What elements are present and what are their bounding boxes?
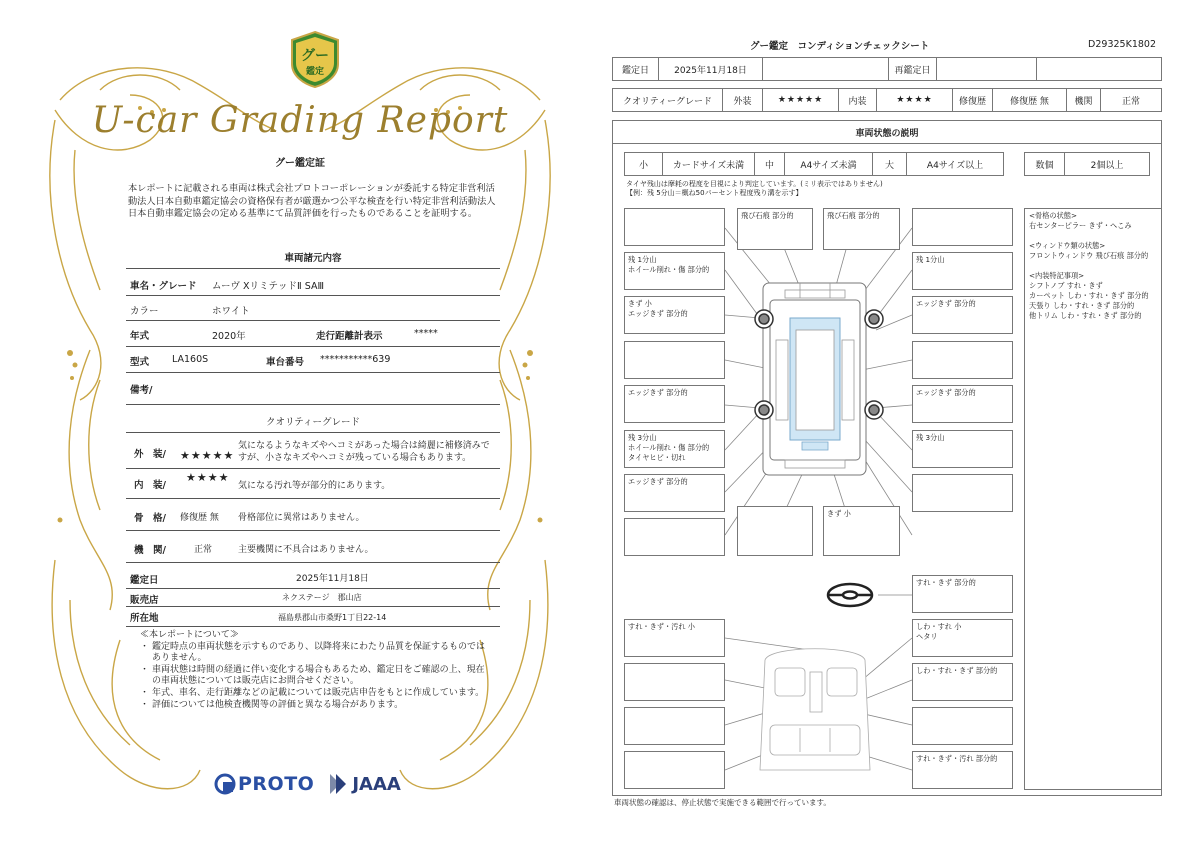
tag-left-7 bbox=[624, 518, 725, 556]
window-heading: <ウィンドウ類の状態> bbox=[1029, 241, 1106, 250]
model-value: LA160S bbox=[172, 354, 209, 365]
jaaa-mark-icon bbox=[328, 772, 348, 796]
tag-left-3 bbox=[624, 341, 725, 379]
interior-stars: ★★★★ bbox=[186, 471, 230, 484]
tag-int-left-2 bbox=[624, 663, 725, 701]
color-value: ホワイト bbox=[212, 306, 250, 317]
engine-desc: 主要機関に不具合はありません。 bbox=[238, 545, 374, 555]
exterior-label: 外 装/ bbox=[134, 449, 166, 460]
exterior-stars: ★★★★★ bbox=[180, 449, 235, 462]
tag-right-6 bbox=[912, 474, 1013, 512]
note-item: ・ 評価については他検査機関等の評価と異なる場合があります。 bbox=[140, 700, 490, 712]
shop-label: 販売店 bbox=[130, 595, 159, 606]
jaaa-logo: JAAA bbox=[328, 772, 401, 796]
tag-steering: すれ・きず 部分的 bbox=[912, 575, 1013, 613]
color-label: カラー bbox=[130, 306, 159, 317]
certificate-heading: グー鑑定証 bbox=[275, 158, 325, 169]
notes-title: ≪本レポートについて≫ bbox=[140, 630, 239, 640]
year-label: 年式 bbox=[130, 331, 150, 342]
note-item: ・ 鑑定時点の車両状態を示すものであり、以降将来にわたり品質を保証するものではありません。 bbox=[140, 642, 490, 665]
tag-int-right-4: すれ・きず・汚れ 部分的 bbox=[912, 751, 1013, 789]
sheet-date-label: 鑑定日 bbox=[613, 58, 659, 80]
svg-text:グー: グー bbox=[301, 48, 329, 64]
tag-left-5: 残 3分山 ホイール削れ・傷 部分的 タイヤヒビ・切れ bbox=[624, 430, 725, 468]
sponsor-logos bbox=[214, 772, 401, 796]
chassis-value: ***********639 bbox=[320, 354, 391, 365]
tire-example: 【例：残 5分山＝概ね50パーセント程度残り溝を示す】 bbox=[626, 189, 803, 197]
interior-desc: 気になる汚れ等が部分的にあります。 bbox=[238, 481, 391, 491]
tag-right-5: 残 3分山 bbox=[912, 430, 1013, 468]
tag-int-right-3 bbox=[912, 707, 1013, 745]
shop-value: ネクステージ 郡山店 bbox=[282, 593, 362, 602]
redate-label: 再鑑定日 bbox=[889, 58, 937, 80]
condition-check-sheet bbox=[600, 0, 1200, 848]
note-item: ・ 年式、車名、走行距離などの記載については販売店申告をもとに作成しています。 bbox=[140, 688, 490, 700]
grade-ext-stars: ★★★★★ bbox=[763, 89, 839, 111]
interior-label: 内 装/ bbox=[134, 480, 166, 491]
report-notes bbox=[140, 630, 490, 711]
grade-ext-label: 外装 bbox=[723, 89, 763, 111]
grade-engine-label: 機関 bbox=[1067, 89, 1101, 111]
exterior-desc: 気になるようなキズやヘコミがあった場合は綺麗に補修済みですが、小さなキズやヘコミが残っている場合もあります。 bbox=[238, 441, 490, 463]
proto-logo: PROTO bbox=[214, 773, 314, 795]
proto-mark-icon bbox=[214, 773, 236, 795]
window-text: フロントウィンドウ 飛び石痕 部分的 bbox=[1029, 251, 1149, 260]
vehicle-name-value: ムーヴ XリミテッドⅡ SAⅢ bbox=[212, 281, 325, 292]
sheet-title: グー鑑定 コンディションチェックシート bbox=[750, 41, 930, 52]
frame-value: 修復歴 無 bbox=[180, 513, 219, 523]
tag-int-left-1: すれ・きず・汚れ 小 bbox=[624, 619, 725, 657]
tag-rear-mid-right: きず 小 bbox=[823, 506, 900, 556]
remarks-label: 備考/ bbox=[130, 385, 153, 396]
engine-value: 正常 bbox=[194, 545, 213, 555]
tag-int-left-3 bbox=[624, 707, 725, 745]
engine-label: 機 関/ bbox=[134, 545, 166, 556]
frame-desc: 骨格部位に異常はありません。 bbox=[238, 513, 365, 523]
tag-right-4: エッジきず 部分的 bbox=[912, 385, 1013, 423]
size-mid: 中 bbox=[755, 153, 785, 175]
interior-text: シフトノブ すれ・きず カーペット しわ・すれ・きず 部分的 天張り しわ・すれ・きず 部分的 他トリム しわ・すれ・きず 部分的 bbox=[1029, 281, 1149, 320]
grade-label: クオリティーグレード bbox=[613, 89, 723, 111]
size-small: 小 bbox=[625, 153, 663, 175]
count-desc: 2個以上 bbox=[1090, 160, 1124, 171]
quality-section-heading: クオリティーグレード bbox=[265, 417, 361, 428]
tire-note: タイヤ残山は摩耗の程度を目視により判定しています。(ミリ表示ではありません) bbox=[626, 180, 883, 188]
tag-left-4: エッジきず 部分的 bbox=[624, 385, 725, 423]
frame-heading: <骨格の状態> bbox=[1029, 211, 1077, 220]
address-label: 所在地 bbox=[130, 613, 159, 624]
size-large-desc: A4サイズ以上 bbox=[926, 160, 984, 171]
note-item: ・ 車両状態は時間の経過に伴い変化する場合もあるため、鑑定日をご確認の上、現在の車両状態については販売店にお問合せください。 bbox=[140, 665, 490, 688]
tag-rear-mid-left bbox=[737, 506, 813, 556]
tag-front-left bbox=[624, 208, 725, 246]
odometer-value: ***** bbox=[414, 328, 438, 339]
grade-int-stars: ★★★★ bbox=[877, 89, 953, 111]
size-mid-desc: A4サイズ未満 bbox=[785, 153, 873, 175]
tag-left-6: エッジきず 部分的 bbox=[624, 474, 725, 512]
goo-appraisal-badge-icon bbox=[288, 30, 342, 88]
frame-text: 右センターピラー きず・へこみ bbox=[1029, 221, 1132, 230]
chassis-label: 車台番号 bbox=[266, 357, 305, 368]
grade-int-label: 内装 bbox=[839, 89, 877, 111]
size-small-desc: カードサイズ未満 bbox=[663, 153, 755, 175]
sheet-footnote: 車両状態の確認は、停止状態で実施できる範囲で行っています。 bbox=[614, 798, 831, 807]
sheet-date-value: 2025年11月18日 bbox=[659, 58, 763, 80]
report-title: U-car Grading Report bbox=[91, 100, 509, 141]
tag-front-mid-left: 飛び石痕 部分的 bbox=[737, 208, 813, 250]
grade-repair-value: 修復歴 無 bbox=[993, 89, 1067, 111]
vehicle-section-heading: 車両諸元内容 bbox=[284, 253, 342, 264]
model-label: 型式 bbox=[130, 357, 150, 368]
steering-wheel-icon bbox=[828, 584, 872, 606]
grade-repair-label: 修復歴 bbox=[953, 89, 993, 111]
date-label: 鑑定日 bbox=[130, 575, 159, 586]
svg-text:鑑定: 鑑定 bbox=[305, 67, 325, 77]
certificate-statement: 本レポートに記載される車両は株式会社プロトコーポレーションが委託する特定非営利活動法人日本自動車鑑定協会の資格保有者が厳選かつ公平な検査を行い特定非営利活動法人日本自動車鑑定協会の定める基準にて品質評価を行ったものであることを証明する。 bbox=[128, 183, 496, 219]
condition-details-panel bbox=[1024, 208, 1162, 790]
date-value: 2025年11月18日 bbox=[296, 574, 369, 584]
size-large: 大 bbox=[873, 153, 907, 175]
tag-int-right-1: しわ・すれ 小 ヘタリ bbox=[912, 619, 1013, 657]
tag-front-mid-right: 飛び石痕 部分的 bbox=[823, 208, 900, 250]
address-value: 福島県郡山市桑野1丁目22-14 bbox=[278, 613, 387, 622]
tag-left-1: 残 1分山 ホイール削れ・傷 部分的 bbox=[624, 252, 725, 290]
interior-heading: <内装特記事項> bbox=[1029, 271, 1085, 280]
tag-int-left-4 bbox=[624, 751, 725, 789]
year-value: 2020年 bbox=[212, 331, 246, 342]
count-label: 数個 bbox=[1025, 153, 1065, 175]
vehicle-name-label: 車名・グレード bbox=[130, 281, 197, 292]
tag-right-2: エッジきず 部分的 bbox=[912, 296, 1013, 334]
sheet-id: D29325K1802 bbox=[1088, 39, 1156, 50]
frame-label: 骨 格/ bbox=[134, 513, 166, 524]
tag-right-1: 残 1分山 bbox=[912, 252, 1013, 290]
odometer-label: 走行距離計表示 bbox=[316, 331, 383, 342]
status-title: 車両状態の説明 bbox=[612, 120, 1162, 144]
grade-engine-value: 正常 bbox=[1121, 96, 1140, 107]
tag-front-right bbox=[912, 208, 1013, 246]
tag-right-3 bbox=[912, 341, 1013, 379]
tag-left-2: きず 小 エッジきず 部分的 bbox=[624, 296, 725, 334]
tag-int-right-2: しわ・すれ・きず 部分的 bbox=[912, 663, 1013, 701]
